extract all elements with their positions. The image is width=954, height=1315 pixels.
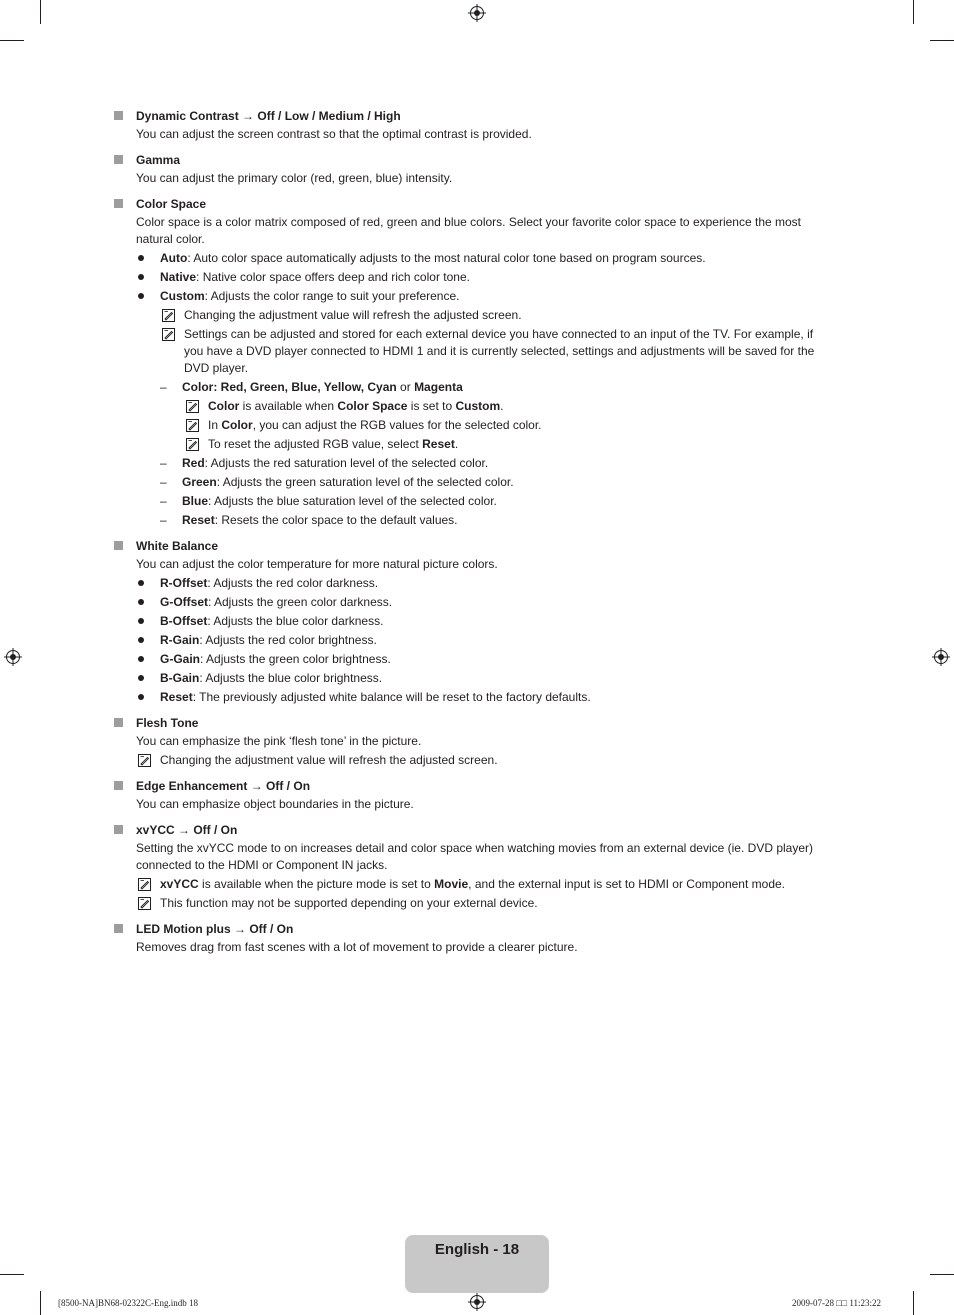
crop-mark-br-h xyxy=(930,1274,954,1275)
note-text: is set to xyxy=(407,399,456,413)
bullet-desc: : Adjusts the green color darkness. xyxy=(208,595,393,609)
bullet-dot-icon xyxy=(138,599,144,605)
note-text: . xyxy=(454,437,459,451)
note-item xyxy=(136,895,830,912)
crop-mark-tl-h xyxy=(0,40,24,41)
bullet-desc: : Adjusts the color range to suit your preference. xyxy=(204,289,460,303)
note-pencil-icon xyxy=(162,328,175,341)
bullet-dot-icon xyxy=(138,637,144,643)
crop-mark-tr-h xyxy=(930,40,954,41)
dash-item xyxy=(160,493,830,510)
section-heading: Flesh Tone xyxy=(136,716,199,730)
section-square-icon xyxy=(114,825,123,834)
registration-mark-icon xyxy=(932,648,950,666)
crop-mark-bl-h xyxy=(0,1274,24,1275)
section-flesh-tone xyxy=(114,715,830,769)
bullet-dot-icon xyxy=(138,255,144,261)
section-text: You can adjust the color temperature for more natural picture colors. xyxy=(136,557,498,571)
dash-term-2: Magenta xyxy=(414,380,463,394)
bullet-desc: : Adjusts the blue color brightness. xyxy=(199,671,383,685)
note-text: Settings can be adjusted and stored for each external device you have connected to an input of the TV. For example, if you have a DVD player connected to HDMI 1 and it is currently selected, settings and adjustments will be saved for the DVD player. xyxy=(184,327,815,375)
bullet-dot-icon xyxy=(138,580,144,586)
bullet-dot-icon xyxy=(138,274,144,280)
section-square-icon xyxy=(114,199,123,208)
dash-term: Red xyxy=(182,456,205,470)
file-slug: [8500-NA]BN68-02322C-Eng.indb 18 xyxy=(58,1298,198,1308)
bullet-dot-icon xyxy=(138,618,144,624)
note-pencil-icon xyxy=(138,754,151,767)
note-pencil-icon xyxy=(186,400,199,413)
dash-symbol: – xyxy=(160,513,167,527)
note-item xyxy=(136,752,830,769)
bullet-term: G-Gain xyxy=(160,652,201,666)
bullet-item xyxy=(136,651,830,668)
registration-mark-icon xyxy=(468,1293,486,1311)
section-text: Color space is a color matrix composed of red, green and blue colors. Select your favorite color space to experience the most natural color. xyxy=(136,215,801,246)
section-gamma xyxy=(114,152,830,187)
bullet-item xyxy=(136,250,830,267)
note-bold: Movie xyxy=(434,877,469,891)
note-text: is available when xyxy=(239,399,338,413)
dash-desc: : Resets the color space to the default values. xyxy=(214,513,458,527)
note-bold: Color xyxy=(208,399,240,413)
note-text: To reset the adjusted RGB value, select xyxy=(208,437,423,451)
section-text: You can adjust the screen contrast so that the optimal contrast is provided. xyxy=(136,127,532,141)
page-number-tab xyxy=(405,1235,549,1293)
note-item xyxy=(160,307,830,324)
note-bold: Reset xyxy=(422,437,455,451)
dash-item xyxy=(160,512,830,529)
bullet-dot-icon xyxy=(138,293,144,299)
crop-mark-tr-v xyxy=(913,0,914,24)
dash-symbol: – xyxy=(160,380,167,394)
registration-mark-icon xyxy=(468,4,486,22)
dash-desc: : Adjusts the green saturation level of the selected color. xyxy=(216,475,514,489)
dash-symbol: – xyxy=(160,494,167,508)
crop-mark-bl-v xyxy=(40,1291,41,1315)
bullet-item xyxy=(136,689,830,706)
section-square-icon xyxy=(114,111,123,120)
section-color-space xyxy=(114,196,830,529)
section-xvycc xyxy=(114,822,830,912)
bullet-term: Reset xyxy=(160,690,193,704)
bullet-term: G-Offset xyxy=(160,595,208,609)
section-square-icon xyxy=(114,541,123,550)
note-pencil-icon xyxy=(138,878,151,891)
bullet-desc: : Native color space offers deep and rich color tone. xyxy=(196,270,470,284)
dash-term: Green xyxy=(182,475,217,489)
bullet-term: R-Offset xyxy=(160,576,208,590)
dash-desc: : Adjusts the red saturation level of the selected color. xyxy=(204,456,489,470)
note-bold: Custom xyxy=(455,399,501,413)
bullet-dot-icon xyxy=(138,656,144,662)
section-square-icon xyxy=(114,781,123,790)
note-pencil-icon xyxy=(186,419,199,432)
section-square-icon xyxy=(114,155,123,164)
section-text: Removes drag from fast scenes with a lot of movement to provide a clearer picture. xyxy=(136,940,578,954)
section-heading: Edge Enhancement → Off / On xyxy=(136,779,311,793)
section-square-icon xyxy=(114,718,123,727)
bullet-desc: : Auto color space automatically adjusts to the most natural color tone based on program sources. xyxy=(187,251,706,265)
bullet-dot-icon xyxy=(138,675,144,681)
section-text: You can adjust the primary color (red, green, blue) intensity. xyxy=(136,171,453,185)
note-bold: Color Space xyxy=(337,399,408,413)
note-text: Changing the adjustment value will refresh the adjusted screen. xyxy=(184,308,522,322)
bullet-item xyxy=(136,632,830,649)
bullet-term: B-Gain xyxy=(160,671,200,685)
note-pencil-icon xyxy=(186,438,199,451)
dash-desc: : Adjusts the blue saturation level of the selected color. xyxy=(208,494,497,508)
note-pencil-icon xyxy=(138,897,151,910)
dash-symbol: – xyxy=(160,456,167,470)
section-text: Setting the xvYCC mode to on increases detail and color space when watching movies from an external device (ie. DVD player) connected to the HDMI or Component IN jacks. xyxy=(136,841,813,872)
bullet-term: B-Offset xyxy=(160,614,208,628)
note-item xyxy=(184,436,830,453)
section-heading: Color Space xyxy=(136,197,207,211)
note-text: is available when the picture mode is set to xyxy=(198,877,435,891)
note-text: , and the external input is set to HDMI or Component mode. xyxy=(468,877,785,891)
dash-term: Blue xyxy=(182,494,209,508)
dash-term: Color: Red, Green, Blue, Yellow, Cyan xyxy=(182,380,397,394)
section-text: You can emphasize the pink ‘flesh tone’ in the picture. xyxy=(136,734,422,748)
custom-sub-block xyxy=(136,307,830,529)
bullet-desc: : The previously adjusted white balance will be reset to the factory defaults. xyxy=(192,690,591,704)
section-white-balance xyxy=(114,538,830,706)
section-square-icon xyxy=(114,924,123,933)
note-text: . xyxy=(500,399,504,413)
bullet-desc: : Adjusts the red color darkness. xyxy=(207,576,379,590)
crop-mark-br-v xyxy=(913,1291,914,1315)
bullet-term: Custom xyxy=(160,289,205,303)
section-heading: Gamma xyxy=(136,153,181,167)
bullet-desc: : Adjusts the green color brightness. xyxy=(200,652,391,666)
section-edge-enhancement xyxy=(114,778,830,813)
bullet-desc: : Adjusts the red color brightness. xyxy=(199,633,377,647)
section-heading: xvYCC → Off / On xyxy=(136,823,238,837)
note-item xyxy=(184,417,830,434)
dash-item xyxy=(160,474,830,491)
registration-mark-icon xyxy=(4,648,22,666)
manual-content xyxy=(114,108,830,965)
dash-term: Reset xyxy=(182,513,215,527)
section-heading: Dynamic Contrast → Off / Low / Medium / High xyxy=(136,109,401,123)
dash-or: or xyxy=(396,380,415,394)
note-item xyxy=(160,326,830,377)
bullet-item xyxy=(136,288,830,305)
bullet-desc: : Adjusts the blue color darkness. xyxy=(207,614,384,628)
bullet-item xyxy=(136,269,830,286)
section-led-motion-plus xyxy=(114,921,830,956)
section-dynamic-contrast xyxy=(114,108,830,143)
date-slug: 2009-07-28 □□ 11:23:22 xyxy=(792,1298,882,1308)
section-heading: LED Motion plus → Off / On xyxy=(136,922,294,936)
bullet-dot-icon xyxy=(138,694,144,700)
section-text: You can emphasize object boundaries in the picture. xyxy=(136,797,414,811)
note-item xyxy=(136,876,830,893)
note-item xyxy=(184,398,830,415)
note-text: In xyxy=(208,418,222,432)
note-bold: xvYCC xyxy=(160,877,199,891)
note-text: This function may not be supported depending on your external device. xyxy=(160,896,538,910)
bullet-item xyxy=(136,670,830,687)
note-pencil-icon xyxy=(162,309,175,322)
bullet-item xyxy=(136,613,830,630)
note-text: , you can adjust the RGB values for the selected color. xyxy=(252,418,542,432)
dash-item xyxy=(160,455,830,472)
bullet-term: R-Gain xyxy=(160,633,200,647)
section-heading: White Balance xyxy=(136,539,219,553)
bullet-item xyxy=(136,575,830,592)
bullet-term: Native xyxy=(160,270,197,284)
bullet-item xyxy=(136,594,830,611)
dash-item-color xyxy=(160,379,830,396)
bullet-term: Auto xyxy=(160,251,188,265)
note-bold: Color xyxy=(221,418,253,432)
note-text: Changing the adjustment value will refresh the adjusted screen. xyxy=(160,753,498,767)
page-number-label: English - 18 xyxy=(434,1241,520,1258)
color-sub-notes xyxy=(160,398,830,453)
crop-mark-tl-v xyxy=(40,0,41,24)
dash-symbol: – xyxy=(160,475,167,489)
